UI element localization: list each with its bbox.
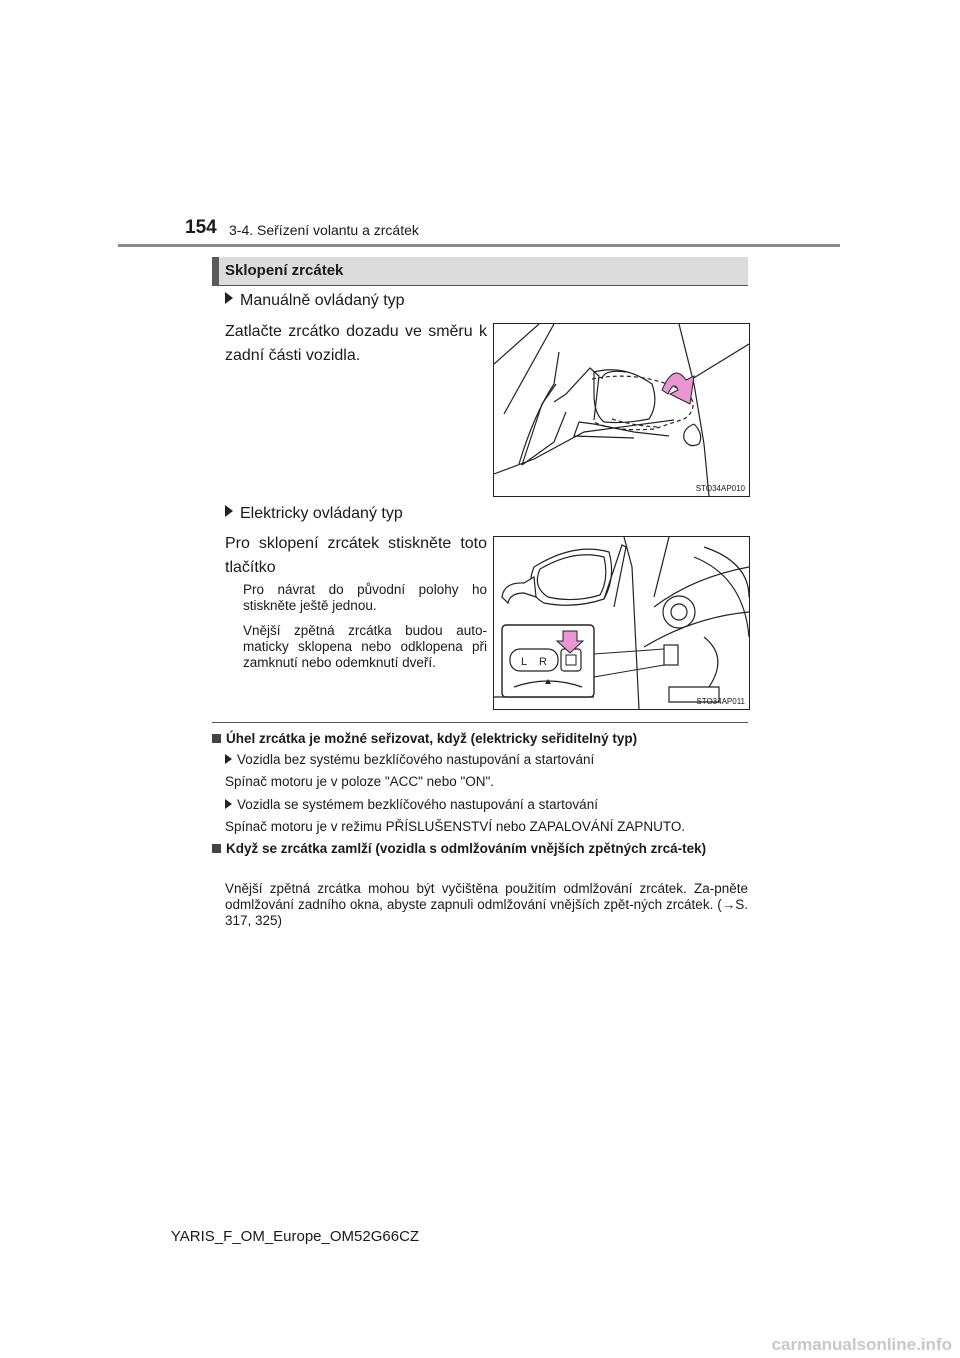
square-bullet-icon — [212, 844, 221, 853]
triangle-bullet-icon — [225, 799, 232, 809]
section-title: 3-4. Seřízení volantu a zrcátek — [229, 222, 419, 238]
fold-arrow-icon — [502, 577, 536, 603]
switch-l-label: L — [521, 656, 528, 668]
heading-bar — [212, 257, 219, 285]
push-arrow-icon — [662, 373, 694, 404]
manual-mirror-illustration — [494, 324, 749, 496]
electric-instruction: Pro sklopení zrcátek stiskněte toto tlačítko — [225, 535, 487, 576]
triangle-bullet-icon — [225, 754, 232, 764]
note-item-label-text: Vozidla se systémem bezklíčového nastupování a startování — [237, 797, 598, 812]
note-heading-angle — [212, 731, 748, 747]
footer — [0, 1228, 960, 1245]
note-item-text: Spínač motoru je v režimu PŘÍSLUŠENSTVÍ nebo ZAPALOVÁNÍ ZAPNUTO. — [225, 819, 686, 834]
heading-underline — [212, 285, 748, 286]
lr-selector — [510, 649, 558, 671]
manual-instruction: Zatlačte zrcátko dozadu ve směru k zadní části vozidla. — [225, 323, 487, 364]
note-heading-angle-text: Úhel zrcátka je možné seřizovat, když (elektricky seřiditelný typ) — [226, 731, 638, 746]
note-fog-text: Vnější zpětná zrcátka mohou být vyčištěna použitím odmlžování zrcátek. Za-pněte odmlžování zadního okna, abyste zapnuli odmlžování vnějších zpět-ných zrcátek. (→S. 317, 325) — [225, 881, 748, 928]
figure-code: STO34AP010 — [695, 484, 745, 493]
electric-note-return: Pro návrat do původní polohy ho stiskněte ještě jednou. — [243, 582, 487, 613]
triangle-bullet-icon — [225, 505, 233, 517]
note-heading-fog — [212, 841, 748, 857]
note-item-text: Spínač motoru je v poloze "ACC" nebo "ON". — [225, 774, 495, 789]
notes-divider — [212, 722, 748, 723]
electric-mirror-illustration — [494, 537, 749, 709]
electric-mirror-figure — [493, 536, 750, 710]
note-item-label — [225, 752, 748, 768]
section-heading-text: Sklopení zrcátek — [225, 262, 344, 279]
switch-r-label: R — [539, 656, 547, 668]
note-heading-fog-text: Když se zrcátka zamlží (vozidla s odmlžováním vnějších zpětných zrcá-tek) — [226, 841, 707, 856]
square-bullet-icon — [212, 734, 221, 743]
note-item-label-text: Vozidla bez systému bezklíčového nastupování a startování — [237, 752, 595, 767]
note-item-label — [225, 797, 748, 813]
manual-subheading-text: Manuálně ovládaný typ — [240, 292, 405, 309]
electric-subheading — [225, 505, 403, 523]
section-heading — [212, 257, 748, 285]
header-rule — [118, 244, 840, 247]
electric-note-auto: Vnější zpětná zrcátka budou auto-maticky sklopena nebo odklopena při zamknutí nebo odemknutí dveří. — [243, 623, 487, 670]
page-number: 154 — [185, 217, 217, 238]
dash-switch-icon — [664, 645, 678, 665]
triangle-bullet-icon — [225, 292, 233, 304]
manual-mirror-figure — [493, 323, 750, 497]
manual-subheading — [225, 292, 405, 310]
figure-code: STO34AP011 — [696, 697, 745, 706]
footer-code: YARIS_F_OM_Europe_OM52G66CZ — [170, 1228, 420, 1245]
watermark: carmanualsonline.info — [771, 1335, 952, 1354]
electric-subheading-text: Elektricky ovládaný typ — [240, 505, 403, 522]
